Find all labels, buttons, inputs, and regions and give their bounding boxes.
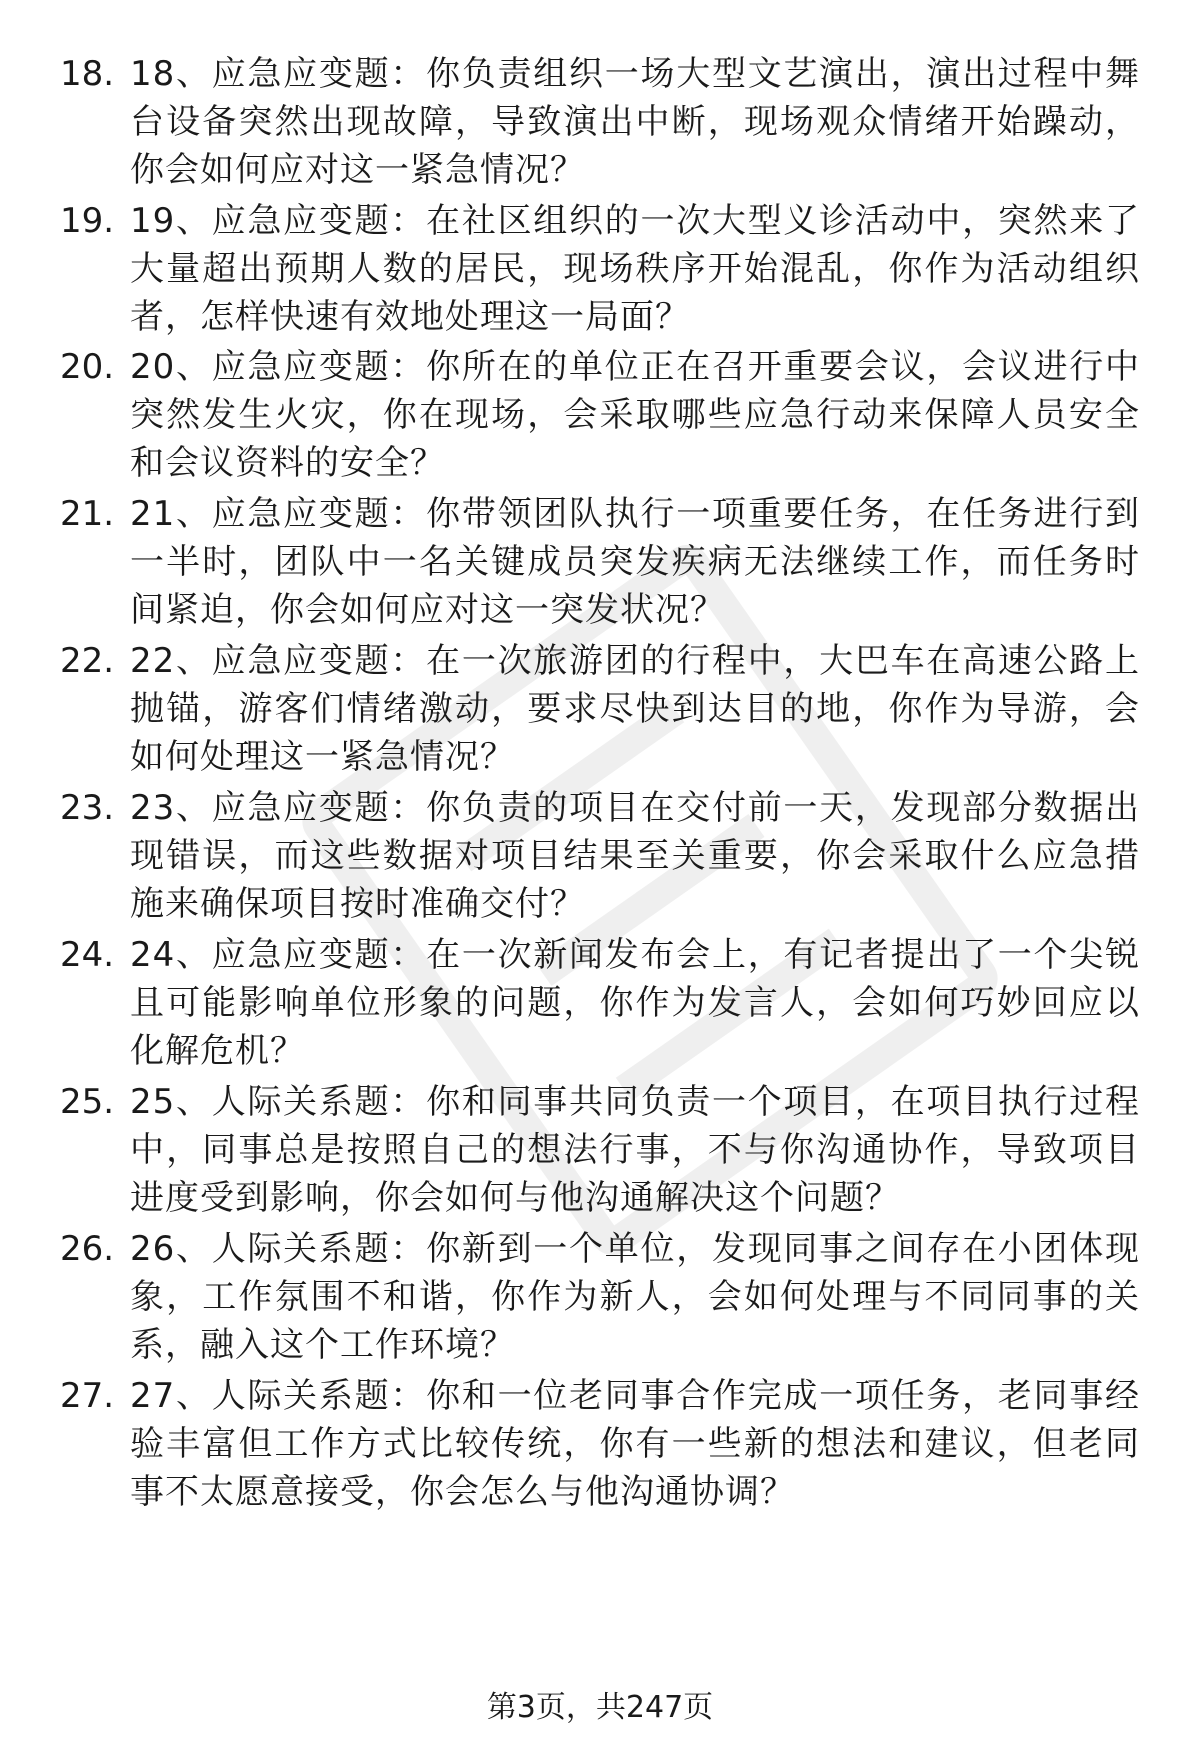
question-number: 26.	[60, 1229, 115, 1269]
question-text: 19、应急应变题：在社区组织的一次大型义诊活动中，突然来了大量超出预期人数的居民，现场秩序开始混乱，你作为活动组织者，怎样快速有效地处理这一局面？	[130, 201, 1140, 337]
question-text: 23、应急应变题：你负责的项目在交付前一天，发现部分数据出现错误，而这些数据对项目结果至关重要，你会采取什么应急措施来确保项目按时准确交付？	[130, 788, 1140, 924]
question-item	[0, 1225, 1200, 1372]
question-number: 21.	[60, 494, 115, 534]
question-number: 22.	[60, 641, 115, 681]
question-text: 27、人际关系题：你和一位老同事合作完成一项任务，老同事经验丰富但工作方式比较传统，你有一些新的想法和建议，但老同事不太愿意接受，你会怎么与他沟通协调？	[130, 1376, 1140, 1512]
question-list	[0, 50, 1200, 1519]
question-number: 24.	[60, 935, 115, 975]
question-number: 27.	[60, 1376, 115, 1416]
question-item	[0, 343, 1200, 490]
question-text: 22、应急应变题：在一次旅游团的行程中，大巴车在高速公路上抛锚，游客们情绪激动，要求尽快到达目的地，你作为导游，会如何处理这一紧急情况？	[130, 641, 1140, 777]
question-item	[0, 490, 1200, 637]
question-item	[0, 637, 1200, 784]
question-text: 24、应急应变题：在一次新闻发布会上，有记者提出了一个尖锐且可能影响单位形象的问题，你作为发言人，会如何巧妙回应以化解危机？	[130, 935, 1140, 1071]
question-text: 18、应急应变题：你负责组织一场大型文艺演出，演出过程中舞台设备突然出现故障，导致演出中断，现场观众情绪开始躁动，你会如何应对这一紧急情况？	[130, 54, 1140, 190]
question-text: 26、人际关系题：你新到一个单位，发现同事之间存在小团体现象，工作氛围不和谐，你作为新人，会如何处理与不同同事的关系，融入这个工作环境？	[130, 1229, 1140, 1365]
question-item	[0, 931, 1200, 1078]
question-number: 25.	[60, 1082, 115, 1122]
page-footer: 第3页，共247页	[486, 1690, 714, 1725]
question-number: 19.	[60, 201, 115, 241]
question-item	[0, 784, 1200, 931]
question-text: 21、应急应变题：你带领团队执行一项重要任务，在任务进行到一半时，团队中一名关键成员突发疾病无法继续工作，而任务时间紧迫，你会如何应对这一突发状况？	[130, 494, 1140, 630]
question-item	[0, 50, 1200, 197]
question-item	[0, 1078, 1200, 1225]
question-number: 18.	[60, 54, 115, 94]
question-number: 23.	[60, 788, 115, 828]
question-number: 20.	[60, 347, 115, 387]
question-item	[0, 1372, 1200, 1519]
question-text: 25、人际关系题：你和同事共同负责一个项目，在项目执行过程中，同事总是按照自己的想法行事，不与你沟通协作，导致项目进度受到影响，你会如何与他沟通解决这个问题？	[130, 1082, 1140, 1218]
question-item	[0, 197, 1200, 343]
question-text: 20、应急应变题：你所在的单位正在召开重要会议，会议进行中突然发生火灾，你在现场，会采取哪些应急行动来保障人员安全和会议资料的安全？	[130, 347, 1140, 483]
